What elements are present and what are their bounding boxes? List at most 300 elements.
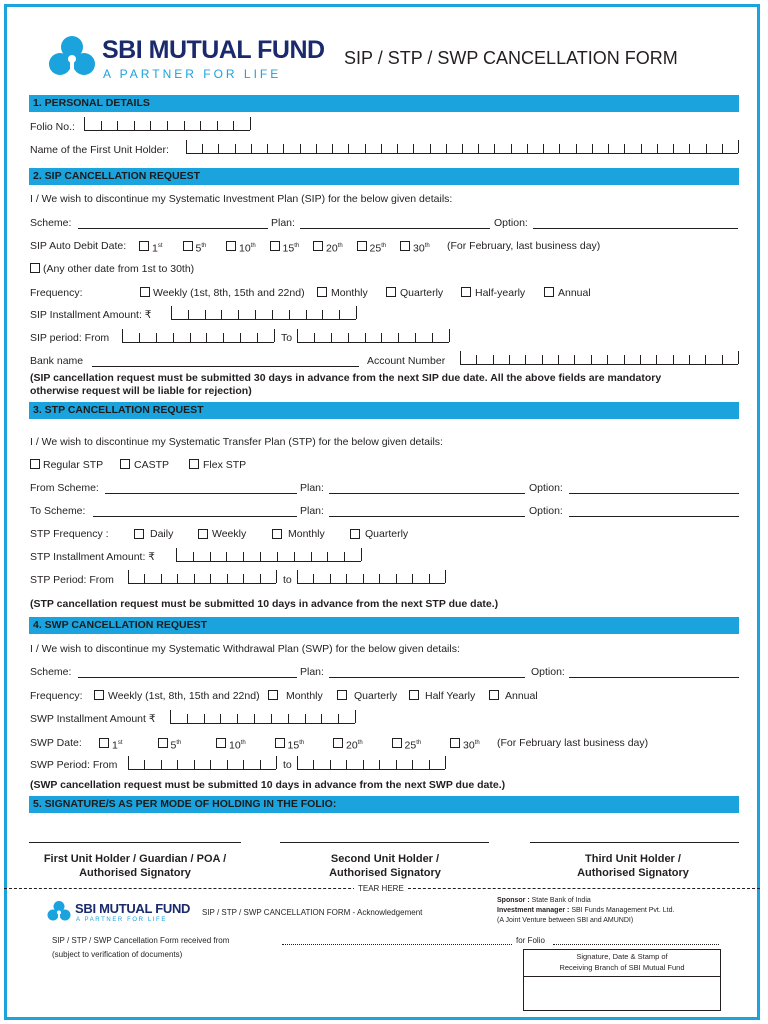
box-divider xyxy=(738,140,739,153)
sip-date-1-checkbox[interactable] xyxy=(139,241,149,251)
sip-option-label: Option: xyxy=(494,217,528,229)
swp-period-from-input[interactable] xyxy=(128,757,276,770)
box-divider xyxy=(706,144,707,153)
box-divider xyxy=(591,355,592,364)
box-divider xyxy=(543,144,544,153)
stp-intro: I / We wish to discontinue my Systematic Transfer Plan (STP) for the below given details: xyxy=(30,436,443,448)
sip-date-5-checkbox[interactable] xyxy=(183,241,193,251)
sip-date-30-label: 30th xyxy=(413,242,430,255)
box-divider xyxy=(413,144,414,153)
stp-weekly-label: Weekly xyxy=(212,528,247,540)
ack-stamp-line1: Signature, Date & Stamp of xyxy=(576,952,668,961)
sip-date-20-label: 20th xyxy=(326,242,343,255)
stp-from-option-field[interactable] xyxy=(569,493,739,494)
ack-received-field[interactable] xyxy=(282,944,512,945)
sip-half-yearly-label: Half-yearly xyxy=(475,287,526,299)
box-divider xyxy=(233,121,234,130)
section-swp-header: 4. SWP CANCELLATION REQUEST xyxy=(29,617,739,634)
stp-from-plan-field[interactable] xyxy=(329,493,525,494)
stp-quarterly-checkbox[interactable] xyxy=(350,529,360,539)
box-divider xyxy=(260,760,261,769)
stp-from-scheme-field[interactable] xyxy=(105,493,297,494)
stp-monthly-label: Monthly xyxy=(288,528,325,540)
box-divider xyxy=(257,333,258,342)
account-number-input[interactable] xyxy=(460,352,738,365)
box-divider xyxy=(139,333,140,342)
ack-title: SIP / STP / SWP CANCELLATION FORM - Acknowledgement xyxy=(202,908,423,917)
stp-from-scheme-label: From Scheme: xyxy=(30,482,99,494)
stp-to-scheme-label: To Scheme: xyxy=(30,505,86,517)
box-divider xyxy=(348,333,349,342)
box-divider xyxy=(462,144,463,153)
swp-weekly-label: Weekly (1st, 8th, 15th and 22nd) xyxy=(108,690,260,702)
swp-period-to-label: to xyxy=(283,759,292,771)
box-divider xyxy=(289,310,290,319)
box-divider xyxy=(170,710,171,723)
box-divider xyxy=(260,552,261,561)
sip-amount-label: SIP Installment Amount: ₹ xyxy=(30,309,152,321)
box-divider xyxy=(449,329,450,342)
stp-daily-checkbox[interactable] xyxy=(134,529,144,539)
box-divider xyxy=(177,574,178,583)
swp-scheme-field[interactable] xyxy=(78,677,297,678)
box-divider xyxy=(193,552,194,561)
stp-flex-checkbox[interactable] xyxy=(189,459,199,469)
brand-name: SBI MUTUAL FUND xyxy=(102,36,325,64)
box-divider xyxy=(311,552,312,561)
box-divider xyxy=(223,333,224,342)
stp-to-scheme-field[interactable] xyxy=(93,516,297,517)
box-divider xyxy=(200,121,201,130)
signature-label-second: Second Unit Holder / Authorised Signatory xyxy=(329,853,441,879)
ack-stamp-line2: Receiving Branch of SBI Mutual Fund xyxy=(559,963,685,972)
box-divider xyxy=(381,333,382,342)
box-divider xyxy=(294,552,295,561)
box-divider xyxy=(271,714,272,723)
box-divider xyxy=(194,760,195,769)
box-divider xyxy=(251,144,252,153)
swp-date-1-label: 1st xyxy=(112,739,123,752)
box-divider xyxy=(689,355,690,364)
swp-quarterly-label: Quarterly xyxy=(354,690,398,702)
swp-amount-label: SWP Installment Amount ₹ xyxy=(30,713,156,725)
box-divider xyxy=(592,144,593,153)
box-divider xyxy=(722,355,723,364)
box-divider xyxy=(344,552,345,561)
swp-date-5-label: 5th xyxy=(170,739,182,752)
box-divider xyxy=(355,710,356,723)
stp-flex-label: Flex STP xyxy=(203,459,247,471)
signature-line-third[interactable] xyxy=(530,842,739,843)
box-divider xyxy=(306,310,307,319)
sip-plan-label: Plan: xyxy=(271,217,295,229)
swp-date-20-label: 20th xyxy=(346,739,363,752)
sip-period-from-input[interactable] xyxy=(122,330,274,343)
box-divider xyxy=(187,714,188,723)
box-divider xyxy=(365,333,366,342)
box-divider xyxy=(267,144,268,153)
box-divider xyxy=(624,355,625,364)
box-divider xyxy=(297,570,298,583)
box-divider xyxy=(237,714,238,723)
bank-name-field[interactable] xyxy=(92,366,359,367)
box-divider xyxy=(429,574,430,583)
box-divider xyxy=(657,144,658,153)
box-divider xyxy=(210,760,211,769)
sip-date-10-label: 10th xyxy=(239,242,256,255)
box-divider xyxy=(398,333,399,342)
box-divider xyxy=(206,333,207,342)
sip-other-date-checkbox[interactable] xyxy=(30,263,40,273)
signature-label-first: First Unit Holder / Guardian / POA / Authorised Signatory xyxy=(43,853,227,879)
sip-scheme-label: Scheme: xyxy=(30,217,72,229)
swp-date-label: SWP Date: xyxy=(30,737,82,749)
box-divider xyxy=(478,144,479,153)
box-divider xyxy=(297,329,298,342)
box-divider xyxy=(184,121,185,130)
stp-period-to-label: to xyxy=(283,574,292,586)
sip-annual-checkbox[interactable] xyxy=(544,287,554,297)
box-divider xyxy=(144,760,145,769)
box-divider xyxy=(226,552,227,561)
box-divider xyxy=(574,355,575,364)
box-divider xyxy=(218,144,219,153)
swp-option-label: Option: xyxy=(531,666,565,678)
box-divider xyxy=(339,310,340,319)
box-divider xyxy=(689,144,690,153)
stp-period-from-label: STP Period: From xyxy=(30,574,114,586)
sip-frequency-label: Frequency: xyxy=(30,287,83,299)
swp-weekly-checkbox[interactable] xyxy=(94,690,104,700)
sip-plan-field[interactable] xyxy=(300,228,490,229)
box-divider xyxy=(186,140,187,153)
box-divider xyxy=(330,574,331,583)
stp-from-option-label: Option: xyxy=(529,482,563,494)
stp-from-plan-label: Plan: xyxy=(300,482,324,494)
box-divider xyxy=(640,355,641,364)
box-divider xyxy=(188,310,189,319)
account-number-label: Account Number xyxy=(367,355,446,367)
box-divider xyxy=(361,548,362,561)
ack-folio-field[interactable] xyxy=(553,944,719,945)
sip-option-field[interactable] xyxy=(533,228,738,229)
box-divider xyxy=(202,144,203,153)
swp-feb-note: (For February last business day) xyxy=(497,737,649,749)
swp-date-30-label: 30th xyxy=(463,739,480,752)
box-divider xyxy=(559,144,560,153)
sip-weekly-checkbox[interactable] xyxy=(140,287,150,297)
stp-weekly-checkbox[interactable] xyxy=(198,529,208,539)
swp-frequency-label: Frequency: xyxy=(30,690,83,702)
box-divider xyxy=(276,756,277,769)
swp-plan-field[interactable] xyxy=(329,677,525,678)
box-divider xyxy=(673,355,674,364)
swp-plan-label: Plan: xyxy=(300,666,324,678)
box-divider xyxy=(227,760,228,769)
brand-tagline: A PARTNER FOR LIFE xyxy=(103,67,282,81)
stp-castp-label: CASTP xyxy=(134,459,170,471)
section-signature-header: 5. SIGNATURE/S AS PER MODE OF HOLDING IN THE FOLIO: xyxy=(29,796,739,813)
sbi-logo-icon xyxy=(46,34,98,84)
stp-note: (STP cancellation request must be submitted 10 days in advance from the next STP due date.) xyxy=(30,598,499,610)
stp-quarterly-label: Quarterly xyxy=(365,528,409,540)
swp-period-from-label: SWP Period: From xyxy=(30,759,118,771)
swp-date-25-checkbox[interactable] xyxy=(392,738,402,748)
box-divider xyxy=(608,144,609,153)
stp-frequency-label: STP Frequency : xyxy=(30,528,109,540)
bank-name-label: Bank name xyxy=(30,355,84,367)
box-divider xyxy=(379,574,380,583)
box-divider xyxy=(429,760,430,769)
box-divider xyxy=(738,351,739,364)
stp-to-option-label: Option: xyxy=(529,505,563,517)
folio-label: Folio No.: xyxy=(30,121,75,133)
folio-input[interactable] xyxy=(84,118,250,131)
box-divider xyxy=(322,310,323,319)
box-divider xyxy=(316,144,317,153)
box-divider xyxy=(194,574,195,583)
swp-date-20-checkbox[interactable] xyxy=(333,738,343,748)
box-divider xyxy=(167,121,168,130)
sip-date-30-checkbox[interactable] xyxy=(400,241,410,251)
box-divider xyxy=(656,355,657,364)
box-divider xyxy=(122,329,123,342)
sip-date-5-label: 5th xyxy=(195,242,207,255)
box-divider xyxy=(101,121,102,130)
box-divider xyxy=(272,310,273,319)
ack-brand-name: SBI MUTUAL FUND xyxy=(75,901,191,916)
sip-note-line1: (SIP cancellation request must be submitted 30 days in advance from the next SIP due date. All the above fields are mandatory xyxy=(30,372,662,384)
sip-quarterly-label: Quarterly xyxy=(400,287,444,299)
sip-date-25-checkbox[interactable] xyxy=(357,241,367,251)
box-divider xyxy=(220,714,221,723)
sip-feb-note: (For February, last business day) xyxy=(447,240,601,252)
signature-line-first[interactable] xyxy=(29,842,241,843)
box-divider xyxy=(250,117,251,130)
box-divider xyxy=(255,310,256,319)
box-divider xyxy=(238,310,239,319)
swp-monthly-checkbox[interactable] xyxy=(268,690,278,700)
sip-monthly-label: Monthly xyxy=(331,287,368,299)
box-divider xyxy=(227,574,228,583)
swp-date-25-label: 25th xyxy=(404,739,422,752)
sip-scheme-field[interactable] xyxy=(78,228,268,229)
box-divider xyxy=(346,574,347,583)
box-divider xyxy=(260,574,261,583)
tear-here-label: TEAR HERE xyxy=(354,884,408,893)
box-divider xyxy=(276,570,277,583)
sip-other-date-label: (Any other date from 1st to 30th) xyxy=(43,263,195,275)
sip-note-line2: otherwise request will be liable for rejection) xyxy=(30,385,252,397)
box-divider xyxy=(412,760,413,769)
swp-monthly-label: Monthly xyxy=(286,690,323,702)
box-divider xyxy=(363,574,364,583)
sip-date-20-checkbox[interactable] xyxy=(313,241,323,251)
stp-regular-label: Regular STP xyxy=(43,459,104,471)
box-divider xyxy=(641,144,642,153)
box-divider xyxy=(511,144,512,153)
box-divider xyxy=(117,121,118,130)
sip-monthly-checkbox[interactable] xyxy=(317,287,327,297)
section-sip-header: 2. SIP CANCELLATION REQUEST xyxy=(29,168,739,185)
swp-intro: I / We wish to discontinue my Systematic Withdrawal Plan (SWP) for the below given details: xyxy=(30,643,460,655)
box-divider xyxy=(84,117,85,130)
swp-half-yearly-label: Half Yearly xyxy=(425,690,476,702)
box-divider xyxy=(156,333,157,342)
box-divider xyxy=(705,355,706,364)
stp-daily-label: Daily xyxy=(150,528,174,540)
box-divider xyxy=(722,144,723,153)
sip-intro: I / We wish to discontinue my Systematic Investment Plan (SIP) for the below given details: xyxy=(30,193,453,205)
sip-amount-input[interactable] xyxy=(171,307,356,320)
box-divider xyxy=(150,121,151,130)
sip-period-to-label: To xyxy=(281,332,293,344)
box-divider xyxy=(525,355,526,364)
box-divider xyxy=(542,355,543,364)
stp-to-plan-label: Plan: xyxy=(300,505,324,517)
sip-auto-debit-label: SIP Auto Debit Date: xyxy=(30,240,127,252)
swp-date-1-checkbox[interactable] xyxy=(99,738,109,748)
box-divider xyxy=(305,714,306,723)
box-divider xyxy=(313,574,314,583)
box-divider xyxy=(415,333,416,342)
box-divider xyxy=(321,714,322,723)
box-divider xyxy=(283,144,284,153)
sip-date-1-label: 1st xyxy=(152,242,163,255)
swp-annual-checkbox[interactable] xyxy=(489,690,499,700)
box-divider xyxy=(558,355,559,364)
box-divider xyxy=(254,714,255,723)
box-divider xyxy=(476,355,477,364)
box-divider xyxy=(346,760,347,769)
stp-amount-label: STP Installment Amount: ₹ xyxy=(30,551,155,563)
box-divider xyxy=(332,144,333,153)
box-divider xyxy=(365,144,366,153)
box-divider xyxy=(128,756,129,769)
stp-castp-checkbox[interactable] xyxy=(120,459,130,469)
box-divider xyxy=(338,714,339,723)
box-divider xyxy=(161,760,162,769)
box-divider xyxy=(210,574,211,583)
box-divider xyxy=(493,355,494,364)
first-holder-label: Name of the First Unit Holder: xyxy=(30,144,169,156)
box-divider xyxy=(432,333,433,342)
swp-half-yearly-checkbox[interactable] xyxy=(409,690,419,700)
swp-quarterly-checkbox[interactable] xyxy=(337,690,347,700)
box-divider xyxy=(607,355,608,364)
box-divider xyxy=(240,333,241,342)
box-divider xyxy=(330,760,331,769)
box-divider xyxy=(412,574,413,583)
box-divider xyxy=(445,756,446,769)
box-divider xyxy=(243,574,244,583)
box-divider xyxy=(314,333,315,342)
swp-annual-label: Annual xyxy=(505,690,538,702)
swp-option-field[interactable] xyxy=(569,677,739,678)
box-divider xyxy=(300,144,301,153)
ack-stamp-box[interactable] xyxy=(523,949,721,1011)
ack-subject-note: (subject to verification of documents) xyxy=(52,950,183,959)
section-personal-header: 1. PERSONAL DETAILS xyxy=(29,95,739,112)
box-divider xyxy=(331,333,332,342)
box-divider xyxy=(210,552,211,561)
box-divider xyxy=(176,548,177,561)
box-divider xyxy=(348,144,349,153)
box-divider xyxy=(445,570,446,583)
signature-label-third: Third Unit Holder / Authorised Signatory xyxy=(577,853,689,879)
box-divider xyxy=(430,144,431,153)
swp-date-15-label: 15th xyxy=(287,739,305,752)
box-divider xyxy=(494,144,495,153)
ack-received-label: SIP / STP / SWP Cancellation Form received from xyxy=(52,936,230,945)
box-divider xyxy=(446,144,447,153)
signature-line-second[interactable] xyxy=(280,842,489,843)
sip-period-to-input[interactable] xyxy=(297,330,449,343)
stp-to-option-field[interactable] xyxy=(569,516,739,517)
stp-regular-checkbox[interactable] xyxy=(30,459,40,469)
stp-period-to-input[interactable] xyxy=(297,571,445,584)
ack-brand-tagline: A PARTNER FOR LIFE xyxy=(76,917,167,923)
box-divider xyxy=(381,144,382,153)
sip-date-15-label: 15th xyxy=(282,242,300,255)
sip-weekly-label: Weekly (1st, 8th, 15th and 22nd) xyxy=(153,287,305,299)
box-divider xyxy=(396,760,397,769)
box-divider xyxy=(509,355,510,364)
box-divider xyxy=(190,333,191,342)
stp-to-plan-field[interactable] xyxy=(329,516,525,517)
swp-date-15-checkbox[interactable] xyxy=(275,738,285,748)
first-holder-input[interactable] xyxy=(186,141,738,154)
box-divider xyxy=(205,310,206,319)
swp-period-to-input[interactable] xyxy=(297,757,445,770)
swp-scheme-label: Scheme: xyxy=(30,666,72,678)
box-divider xyxy=(243,760,244,769)
sip-date-15-checkbox[interactable] xyxy=(270,241,280,251)
sip-date-10-checkbox[interactable] xyxy=(226,241,236,251)
box-divider xyxy=(624,144,625,153)
box-divider xyxy=(243,552,244,561)
stp-monthly-checkbox[interactable] xyxy=(272,529,282,539)
box-divider xyxy=(274,329,275,342)
box-divider xyxy=(144,574,145,583)
swp-note: (SWP cancellation request must be submitted 10 days in advance from the next SWP due date.) xyxy=(30,779,506,791)
box-divider xyxy=(217,121,218,130)
box-divider xyxy=(396,574,397,583)
stp-amount-input[interactable] xyxy=(176,549,361,562)
ack-sponsor-block: Sponsor : State Bank of India Investment manager : SBI Funds Management Pvt. Ltd. (A Joint Venture between SBI and AMUNDI) xyxy=(497,897,675,924)
sip-date-25-label: 25th xyxy=(369,242,387,255)
box-divider xyxy=(297,756,298,769)
box-divider xyxy=(204,714,205,723)
box-divider xyxy=(161,574,162,583)
box-divider xyxy=(576,144,577,153)
sip-quarterly-checkbox[interactable] xyxy=(386,287,396,297)
swp-date-10-checkbox[interactable] xyxy=(216,738,226,748)
section-stp-header: 3. STP CANCELLATION REQUEST xyxy=(29,402,739,419)
swp-amount-input[interactable] xyxy=(170,711,355,724)
stp-period-from-input[interactable] xyxy=(128,571,276,584)
swp-date-30-checkbox[interactable] xyxy=(450,738,460,748)
box-divider xyxy=(277,552,278,561)
box-divider xyxy=(527,144,528,153)
box-divider xyxy=(460,351,461,364)
sip-half-yearly-checkbox[interactable] xyxy=(461,287,471,297)
box-divider xyxy=(288,714,289,723)
swp-date-5-checkbox[interactable] xyxy=(158,738,168,748)
box-divider xyxy=(379,760,380,769)
box-divider xyxy=(171,306,172,319)
sip-period-from-label: SIP period: From xyxy=(30,332,110,344)
